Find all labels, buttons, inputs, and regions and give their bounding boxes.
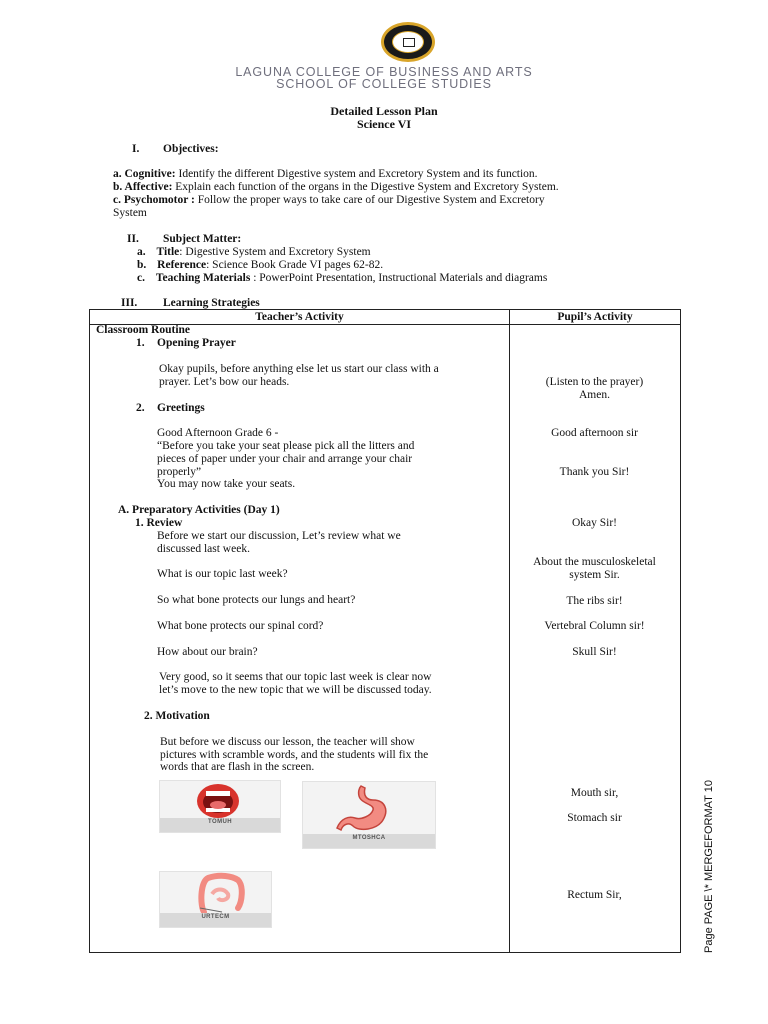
subject-item-reference <box>137 259 383 272</box>
pupil-activity-header: Pupil’s Activity <box>557 311 633 323</box>
subject-text: : PowerPoint Presentation, Instructional Materials and diagrams <box>250 272 548 284</box>
objectives-heading: Objectives: <box>163 143 219 155</box>
preparatory-heading: A. Preparatory Activities (Day 1) <box>118 504 280 516</box>
motivation-line: words that are flash in the screen. <box>160 761 315 773</box>
greet-line: pieces of paper under your chair and arrange your chair <box>157 453 413 465</box>
subject-marker: a. <box>137 246 146 258</box>
scramble-word: TOMUH <box>208 819 232 825</box>
pupil-greet: Good afternoon sir <box>551 427 638 439</box>
subject-text: : Digestive System and Excretory System <box>179 246 371 258</box>
picture-card-mouth <box>159 780 281 833</box>
question-spinal: What bone protects our spinal cord? <box>157 620 324 632</box>
subject-item-materials <box>137 272 547 285</box>
motivation-line: But before we discuss our lesson, the teacher will show <box>160 736 415 748</box>
good-line: let’s move to the new topic that we will be discussed today. <box>159 684 432 696</box>
good-line: Very good, so it seems that our topic last week is clear now <box>159 671 432 683</box>
intestine-icon <box>160 872 273 916</box>
page-footer: Page PAGE \* MERGEFORMAT 10 <box>703 780 715 953</box>
stomach-icon <box>303 782 437 836</box>
review-line: Before we start our discussion, Let’s review what we <box>157 530 401 542</box>
pupil-rectum: Rectum Sir, <box>567 889 622 901</box>
subject-label: Reference <box>157 259 207 271</box>
seal-emblem <box>403 38 415 47</box>
greet-line: You may now take your seats. <box>157 478 296 490</box>
greet-line: “Before you take your seat please pick all the litters and <box>157 440 415 452</box>
motivation-heading: 2. Motivation <box>144 710 210 722</box>
seal-inner <box>392 31 424 53</box>
subject-item-title <box>137 246 371 259</box>
doc-subtitle: Science VI <box>356 117 412 131</box>
strategies-numeral: III. <box>121 297 138 309</box>
pupil-okay: Okay Sir! <box>571 517 618 529</box>
doc-title: Detailed Lesson Plan <box>330 104 438 118</box>
pupil-vertebral: Vertebral Column sir! <box>544 620 645 632</box>
subject-marker: c. <box>137 272 145 284</box>
cognitive-label: a. Cognitive: <box>113 168 176 180</box>
greetings-num: 2. <box>136 402 145 414</box>
greetings: Greetings <box>157 402 205 414</box>
pupil-ribs: The ribs sir! <box>566 595 623 607</box>
question-bone: So what bone protects our lungs and heart? <box>157 594 356 606</box>
question-topic: What is our topic last week? <box>157 568 288 580</box>
pupil-topic-cont: system Sir. <box>569 569 620 581</box>
college-seal-icon <box>381 22 435 62</box>
scramble-word: MTOSHCA <box>352 835 386 841</box>
school-name: SCHOOL OF COLLEGE STUDIES <box>276 77 492 91</box>
mouth-icon <box>160 781 282 821</box>
pupil-thanks: Thank you Sir! <box>559 466 630 478</box>
objective-psychomotor <box>113 194 545 207</box>
subject-marker: b. <box>137 259 147 271</box>
affective-label: b. Affective: <box>113 181 173 193</box>
prayer-line: prayer. Let’s bow our heads. <box>159 376 290 388</box>
subject-numeral: II. <box>127 233 139 245</box>
objective-affective <box>113 181 559 194</box>
picture-card-intestine <box>159 871 272 928</box>
pupil-topic: About the musculoskeletal <box>533 556 656 568</box>
pupil-prayer: (Listen to the prayer) <box>545 376 644 388</box>
classroom-routine: Classroom Routine <box>96 324 191 336</box>
psychomotor-text: Follow the proper ways to take care of our Digestive System and Excretory <box>197 194 545 206</box>
greet-line: properly” <box>157 466 202 478</box>
pupil-amen: Amen. <box>579 389 610 401</box>
pupil-stomach: Stomach sir <box>567 812 622 824</box>
psychomotor-label: c. Psychomotor : <box>113 194 195 206</box>
motivation-line: pictures with scramble words, and the students will fix the <box>160 749 429 761</box>
psychomotor-text-cont: System <box>113 207 147 219</box>
subject-label: Teaching Materials <box>155 272 251 284</box>
affective-text: Explain each function of the organs in the Digestive System and Excretory System. <box>175 181 559 193</box>
subject-heading: Subject Matter: <box>163 233 242 245</box>
greet-line: Good Afternoon Grade 6 - <box>157 427 279 439</box>
review-line: discussed last week. <box>157 543 250 555</box>
objective-cognitive <box>113 168 538 181</box>
teacher-activity-header: Teacher’s Activity <box>255 311 344 323</box>
college-name: LAGUNA COLLEGE OF BUSINESS AND ARTS <box>235 65 533 79</box>
opening-prayer: Opening Prayer <box>157 337 236 349</box>
subject-text: : Science Book Grade VI pages 62-82. <box>206 259 384 271</box>
pupil-mouth: Mouth sir, <box>570 787 619 799</box>
cognitive-text: Identify the different Digestive system and Excretory System and its function. <box>178 168 538 180</box>
pupil-skull: Skull Sir! <box>572 646 617 658</box>
review-heading: 1. Review <box>135 517 183 529</box>
picture-card-stomach <box>302 781 436 849</box>
subject-label: Title <box>156 246 180 258</box>
prayer-line: Okay pupils, before anything else let us start our class with a <box>159 363 439 375</box>
scramble-word: URTECM <box>201 914 230 920</box>
strategies-heading: Learning Strategies <box>163 297 260 309</box>
question-brain: How about our brain? <box>157 646 258 658</box>
opening-prayer-num: 1. <box>136 337 145 349</box>
objectives-numeral: I. <box>132 143 140 155</box>
